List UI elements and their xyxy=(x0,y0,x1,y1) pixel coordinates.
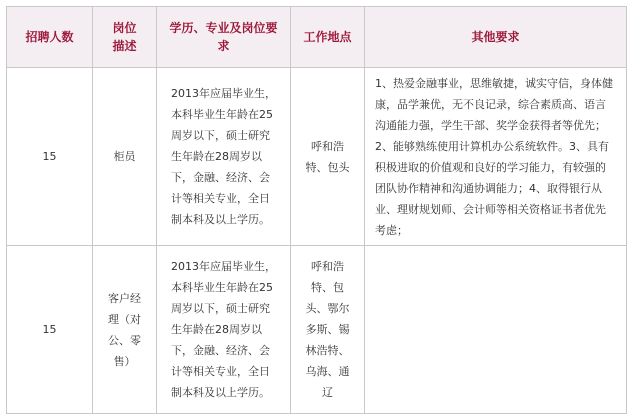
row-count: 15 xyxy=(7,246,93,414)
header-count: 招聘人数 xyxy=(7,7,93,68)
row-location: 呼和浩特、包头 xyxy=(291,68,365,246)
row-other: 1、热爱金融事业，思维敏捷，诚实守信，身体健康，品学兼优，无不良记录，综合素质高、语言沟通能力强，学生干部、奖学金获得者等优先；2、能够熟练使用计算机办公系统软件。3、具有积极进取的价值观和良好的学习能力，有较强的团队协作精神和沟通协调能力；4、取得银行从业、理财规划师、会计师等相关资格证书者优先考虑； xyxy=(365,68,627,246)
header-location: 工作地点 xyxy=(291,7,365,68)
recruitment-table xyxy=(6,6,627,414)
row-education: 2013年应届毕业生，本科毕业生年龄在25周岁以下，硕士研究生年龄在28周岁以下，金融、经济、会计等相关专业，全日制本科及以上学历。 xyxy=(157,246,291,414)
row-count: 15 xyxy=(7,68,93,246)
table-row xyxy=(7,246,627,414)
header-other: 其他要求 xyxy=(365,7,627,68)
header-position: 岗位描述 xyxy=(93,7,157,68)
header-row xyxy=(7,7,627,68)
header-education: 学历、专业及岗位要求 xyxy=(157,7,291,68)
row-education: 2013年应届毕业生，本科毕业生年龄在25周岁以下，硕士研究生年龄在28周岁以下，金融、经济、会计等相关专业，全日制本科及以上学历。 xyxy=(157,68,291,246)
row-location: 呼和浩特、包头、鄂尔多斯、锡林浩特、乌海、通辽 xyxy=(291,246,365,414)
table-row xyxy=(7,68,627,246)
row-position: 客户经理（对公、零售） xyxy=(93,246,157,414)
row-other xyxy=(365,246,627,414)
row-position: 柜员 xyxy=(93,68,157,246)
